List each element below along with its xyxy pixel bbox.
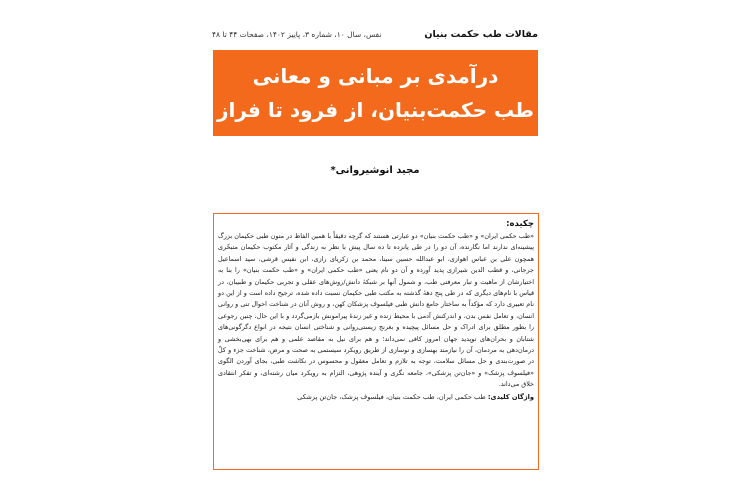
abstract-box [213,213,539,470]
citation-line: نفس، سال ۱۰، شماره ۳، پاییز ۱۴۰۲، صفحات ۴۴ تا ۴۸ [212,30,382,39]
title-line-2: طب حکمت‌بنیان، از فرود تا فراز [217,98,534,122]
title-line-1: درآمدی بر مبانی و معانی [252,64,499,88]
keywords-line [218,392,534,403]
journal-section-label: مقالات طب حکمت بنیان [424,29,538,40]
abstract-body: «طب حکمی ایران» و «طب حکمت بنیان» دو عبارتی هستند که گرچه دقیقاً با همین الفاظ در متون طبی حکیمان بزرگ پیشینه‌ای ندارند اما نگارنده، آن دو را در طی پانزده تا ده سال پیش با نظر به زندگی و آثار مکتوب حکیمان متبحّری همچون علی بن عباس اهوازی، ابو عبدالله حسین سینا، محمد بن زکریای رازی، ابن نفیس قرشی، سید اسماعیل جرجانی، و قطب الدین شیرازی پدید آورده و آن دو نام یعنی «طب حکمی ایران» و «طب حکمت بنیان» را بنا به اختیارشان از ماهیت و تبار معرفتی طب، و شمول آنها بر شبکهٔ دانش/روش‌های عقلی و تجربی حکیمان و طبیبان، در قیاس با نام‌های دیگری که در طی پنج دههٔ گذشته به مکتب طبی حکیمان نسبت داده شده، ترجیح داده است و از این دو نام تعبیری دارد که مؤکداً به ساختار جامع دانش طبی فیلسوف پزشکان کهن، و روش آنان در شناخت احوال تنی و روانی انسان، و تعامل نفس بدن، و اندرکنش آدمی با محیط زنده و غیر زندهٔ پیرامونش بازمی‌گردد و با این حال، چنین رجوعی را بطور مطلق برای ادراک و حل مسائل پیچیده و بغرنج زیستی‌روانی و شناختی انسان نتیجه در انواع دگرگونی‌های شتابان و بحران‌های توپدید جهان امروز کافی نمی‌داند؛ و هم برای نیل به مقاصد علمی و هم برای بهی‌بخشی و درمان‌دهی به مردمان، آن را نیازمند بهسازی و نوسازی از طریق رویکرد سیستمی به صحت و مرض، شناخت جزء و کلّ در صورت‌بندی و حل مسائل سلامت، توجه به تلازم و تعامل معقول و محسوس در نکاشت طبی، بجای آوردن الگوی «فیلسوف پزشک» و «جان‌تن پزشکی»، جامعه نگری و آینده پژوهی، التزام به رویکرد میان رشته‌ای، و تفکر انتقادی خلاق می‌داند. [218,232,534,389]
article-title-banner [213,50,538,136]
author-name: مجید انوشیروانی* [330,165,420,176]
keywords-value: طب حکمی ایران، طب حکمت بنیان، فیلسوف پزشک، جان‌تن پزشکی [297,392,486,401]
abstract-heading: چکیده: [506,219,534,229]
keywords-label: واژگان کلیدی: [487,392,534,401]
